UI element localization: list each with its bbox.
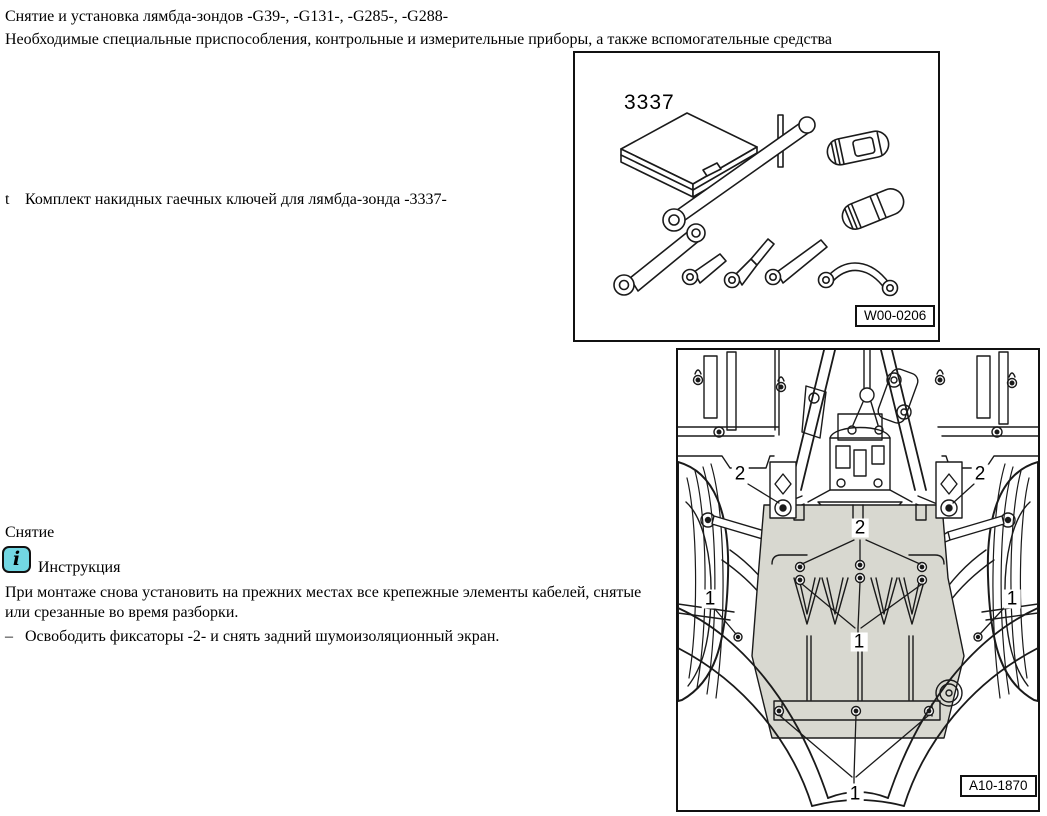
underbody-drawing [678, 350, 1038, 810]
ring-wrench-4 [766, 240, 828, 285]
ring-wrench-5 [819, 263, 898, 295]
bolt-holes [694, 370, 1017, 392]
callout-1-right: 1 [1004, 590, 1021, 609]
right-tire [988, 462, 1038, 701]
info-icon [2, 546, 31, 573]
page-subtitle: Необходимые специальные приспособления, контрольные и измерительные приборы, а также вспомогательные средства [5, 31, 832, 48]
tool-part-number: 3337 [624, 91, 675, 114]
tool-list-text: Комплект накидных гаечных ключей для лямбда-зонда -3337- [25, 191, 447, 208]
list-bullet: t [5, 191, 10, 208]
figure-id-tag: W00-0206 [855, 305, 935, 327]
callout-1-left: 1 [702, 590, 719, 609]
figure-id-tag: A10-1870 [960, 775, 1037, 797]
note-text: При монтаже снова установить на прежних местах все крепежные элементы кабелей, снятые или срезанные во время разборки. [5, 584, 642, 621]
step-dash: – [5, 628, 13, 645]
step-text: Освободить фиксаторы -2- и снять задний шумоизоляционный экран. [25, 628, 500, 645]
note-label: Инструкция [38, 559, 121, 576]
callout-2-right: 2 [972, 465, 989, 484]
chassis-structure [678, 350, 1038, 530]
figure-tool-kit [573, 51, 940, 342]
ring-wrench-2 [683, 254, 727, 285]
callout-2-center: 2 [852, 519, 869, 538]
figure-underbody [676, 348, 1040, 812]
left-mounting-plate [770, 462, 796, 518]
info-icon-glyph: i [12, 548, 21, 570]
step-item [5, 627, 645, 647]
right-mounting-plate [936, 462, 962, 518]
section-heading: Снятие [5, 524, 55, 541]
callout-1-bottom: 1 [847, 785, 864, 804]
socket-adapter-1 [825, 129, 891, 167]
callout-2-left: 2 [732, 465, 749, 484]
tool-list-item [5, 190, 565, 210]
socket-adapter-2 [838, 185, 907, 233]
callout-1-center: 1 [851, 633, 868, 652]
page-title: Снятие и установка лямбда-зондов -G39-, -G131-, -G285-, -G288- [5, 8, 449, 25]
left-tire [678, 462, 728, 701]
